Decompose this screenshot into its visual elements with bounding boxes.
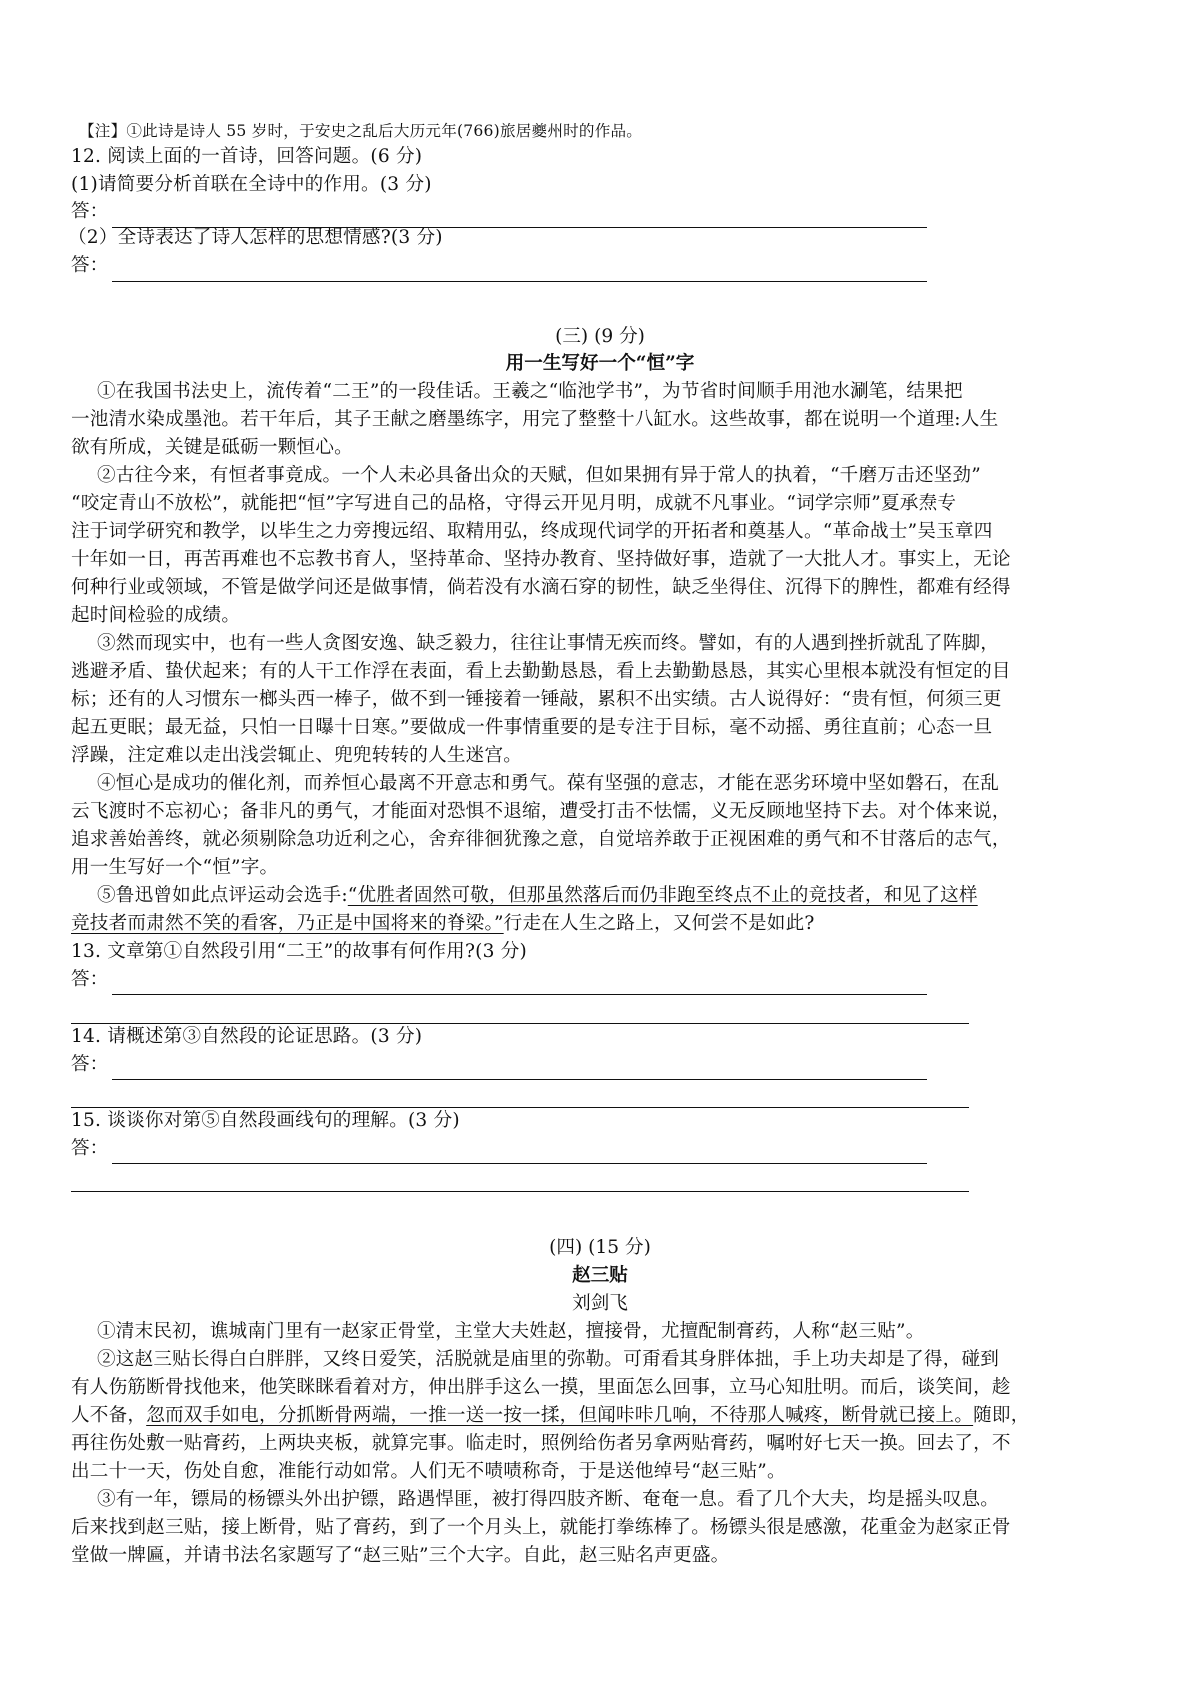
answer-label: 答：: [71, 1054, 109, 1075]
section-4-heading: (四) (15 分): [549, 1237, 651, 1258]
s3-line-7: 十年如一日，再苦再难也不忘教书育人，坚持革命、坚持办教育、坚持做好事，造就了一大批人才。事实上，无论: [71, 549, 1011, 570]
answer-line-15-2[interactable]: [71, 1191, 969, 1192]
answer-line-12-2[interactable]: [112, 281, 927, 282]
answer-line-14-1[interactable]: [112, 1079, 927, 1080]
para5-suffix: 行走在人生之路上，又何尝不是如此?: [503, 913, 815, 934]
s3-line-8: 何种行业或领域，不管是做学问还是做事情，倘若没有水滴石穿的韧性，缺乏坐得住、沉得下的脾性，都难有经得: [71, 577, 1011, 598]
p2-pre: 人不备，: [71, 1405, 147, 1426]
s3-line-17: 追求善始善终，就必须剔除急功近利之心，舍弃徘徊犹豫之意，自觉培养敢于正视困难的勇气和不甘落后的志气，: [71, 829, 1011, 850]
question-12-sub2: （2）全诗表达了诗人怎样的思想情感?(3 分): [68, 227, 443, 248]
s4-para-1: ①清末民初，谯城南门里有一赵家正骨堂，主堂大夫姓赵，擅接骨，尤擅配制膏药，人称“赵三贴”。: [97, 1321, 925, 1342]
s3-line-11: 逃避矛盾、蛰伏起来；有的人干工作浮在表面，看上去勤勤恳恳，看上去勤勤恳恳，其实心里根本就没有恒定的目: [71, 661, 1011, 682]
s3-line-13: 起五更眠；最无益，只怕一日曝十日寒。”要做成一件事情重要的是专注于目标，毫不动摇、勇往直前；心态一旦: [71, 717, 993, 738]
para5-underlined-sentence-part2: 竞技者而肃然不笑的看客，乃正是中国将来的脊梁。”: [71, 913, 504, 934]
answer-label: 答：: [71, 255, 109, 276]
s3-para5-line-2: [71, 910, 1131, 938]
s3-line-10: ③然而现实中，也有一些人贪图安逸、缺乏毅力，往往让事情无疾而终。譬如，有的人遇到挫折就乱了阵脚，: [97, 633, 1000, 654]
poem-note: 【注】①此诗是诗人 55 岁时，于安史之乱后大历元年(766)旅居夔州时的作品。: [79, 122, 643, 140]
s3-para5-line-1: [97, 882, 1157, 910]
s3-line-3: 欲有所成，关键是砥砺一颗恒心。: [71, 437, 353, 458]
s3-line-14: 浮躁，注定难以走出浅尝辄止、兜兜转转的人生迷宫。: [71, 745, 523, 766]
question-15: 15. 谈谈你对第⑤自然段画线句的理解。(3 分): [71, 1110, 460, 1131]
s3-line-1: ①在我国书法史上，流传着“二王”的一段佳话。王羲之“临池学书”，为节省时间顺手用池水涮笔，结果把: [97, 381, 963, 402]
section-3-heading: (三) (9 分): [555, 326, 645, 347]
answer-label: 答：: [71, 1138, 109, 1159]
question-12-sub1: (1)请简要分析首联在全诗中的作用。(3 分): [71, 174, 432, 195]
s4-para-2-line-4: 再往伤处敷一贴膏药，上两块夹板，就算完事。临走时，照例给伤者另拿两贴膏药，嘱咐好七天一换。回去了，不: [71, 1433, 1011, 1454]
para5-underlined-sentence-part1: “优胜者固然可敬，但那虽然落后而仍非跑至终点不止的竞技者，和见了这样: [347, 885, 978, 906]
s3-line-4: ②古往今来，有恒者事竟成。一个人未必具备出众的天赋，但如果拥有异于常人的执着，“千磨万击还坚劲”: [97, 465, 981, 486]
para5-prefix: ⑤鲁迅曾如此点评运动会选手:: [97, 885, 348, 906]
s4-para-2-line-3: [71, 1402, 1131, 1430]
section-4-author: 刘剑飞: [572, 1293, 628, 1314]
s3-line-2: 一池清水染成墨池。若干年后，其子王献之磨墨练字，用完了整整十八缸水。这些故事，都在说明一个道理:人生: [71, 409, 999, 430]
s3-line-5: “咬定青山不放松”，就能把“恒”字写进自己的品格，守得云开见月明，成就不凡事业。“词学宗师”夏承焘专: [71, 493, 957, 514]
s4-para-3-line-3: 堂做一牌匾，并请书法名家题写了“赵三贴”三个大字。自此，赵三贴名声更盛。: [71, 1545, 730, 1566]
s3-line-16: 云飞渡时不忘初心；备非凡的勇气，才能面对恐惧不退缩，遭受打击不怯懦，义无反顾地坚持下去。对个体来说，: [71, 801, 1011, 822]
answer-label: 答：: [71, 201, 109, 222]
s3-line-9: 起时间检验的成绩。: [71, 605, 241, 626]
s3-line-6: 注于词学研究和教学，以毕生之力旁搜远绍、取精用弘，终成现代词学的开拓者和奠基人。“革命战士”吴玉章四: [71, 521, 993, 542]
s4-para-2-line-1: ②这赵三贴长得白白胖胖，又终日爱笑，活脱就是庙里的弥勒。可甭看其身胖体拙，手上功夫却是了得，碰到: [97, 1349, 1000, 1370]
answer-line-15-1[interactable]: [112, 1163, 927, 1164]
answer-line-13-1[interactable]: [112, 994, 927, 995]
p2-post: 随即，: [973, 1405, 1030, 1426]
question-12-stem: 12. 阅读上面的一首诗，回答问题。(6 分): [71, 146, 423, 167]
s4-para-3-line-2: 后来找到赵三贴，接上断骨，贴了膏药，到了一个月头上，就能打拳练棒了。杨镖头很是感激，花重金为赵家正骨: [71, 1517, 1011, 1538]
s4-para-3-line-1: ③有一年，镖局的杨镖头外出护镖，路遇悍匪，被打得四肢齐断、奄奄一息。看了几个大夫，均是摇头叹息。: [97, 1489, 1000, 1510]
s4-para-2-line-2: 有人伤筋断骨找他来，他笑眯眯看着对方，伸出胖手这么一摸，里面怎么回事，立马心知肚明。而后，谈笑间，趁: [71, 1377, 1011, 1398]
p2-underlined-sentence: 忽而双手如电，分抓断骨两端，一推一送一按一揉，但闻咔咔几响，不待那人喊疼，断骨就已接上。: [146, 1405, 974, 1426]
question-14: 14. 请概述第③自然段的论证思路。(3 分): [71, 1026, 423, 1047]
s3-line-18: 用一生写好一个“恒”字。: [71, 857, 279, 878]
section-3-title: 用一生写好一个“恒”字: [505, 353, 695, 374]
s4-para-2-line-5: 出二十一天，伤处自愈，准能行动如常。人们无不啧啧称奇，于是送他绰号“赵三贴”。: [71, 1461, 786, 1482]
answer-label: 答：: [71, 969, 109, 990]
section-4-title: 赵三贴: [572, 1265, 628, 1286]
question-13: 13. 文章第①自然段引用“二王”的故事有何作用?(3 分): [71, 941, 527, 962]
s3-line-15: ④恒心是成功的催化剂，而养恒心最离不开意志和勇气。葆有坚强的意志，才能在恶劣环境中坚如磐石，在乱: [97, 773, 1000, 794]
s3-line-12: 标；还有的人习惯东一榔头西一棒子，做不到一锤接着一锤敲，累积不出实绩。古人说得好：“贵有恒，何须三更: [71, 689, 1002, 710]
